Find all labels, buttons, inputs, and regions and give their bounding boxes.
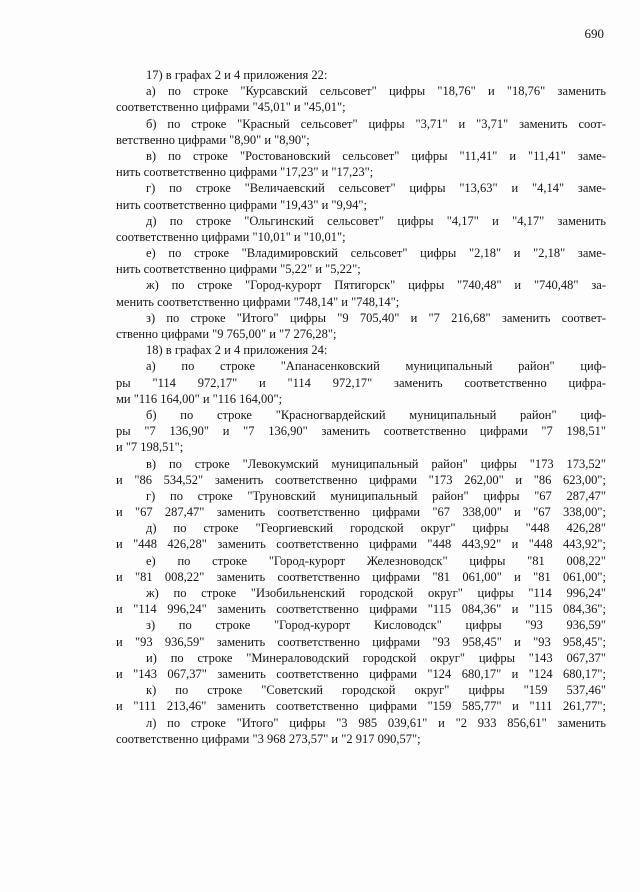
- text-line: нить соответственно цифрами "19,43" и "9,94";: [116, 197, 367, 212]
- text-line: з) по строке "Город-курорт Кисловодск" цифры "93 936,59": [146, 618, 606, 633]
- text-line: и "111 213,46" заменить соответственно цифрами "159 585,77" и "111 261,77";: [116, 699, 606, 714]
- text-line: и "143 067,37" заменить соответственно цифрами "124 680,17" и "124 680,17";: [116, 666, 606, 681]
- text-line: и "86 534,52" заменить соответственно цифрами "173 262,00" и "86 623,00";: [116, 472, 606, 487]
- document-body: [116, 67, 606, 747]
- text-line: ж) по строке "Город-курорт Пятигорск" цифры "740,48" и "740,48" за-: [146, 278, 606, 293]
- text-line: ры "7 136,90" и "7 136,90" заменить соответственно цифрами "7 198,51": [116, 424, 606, 439]
- text-line: ственно цифрами "9 765,00" и "7 276,28";: [116, 327, 337, 341]
- text-line: ры "114 972,17" и "114 972,17" заменить соответственно цифра-: [116, 375, 606, 390]
- text-line: д) по строке "Ольгинский сельсовет" цифры "4,17" и "4,17" заменить: [146, 213, 606, 228]
- text-line: 17) в графах 2 и 4 приложения 22:: [146, 68, 328, 82]
- text-line: ми "116 164,00" и "116 164,00";: [116, 391, 283, 406]
- text-line: е) по строке "Владимировский сельсовет" цифры "2,18" и "2,18" заме-: [146, 246, 606, 261]
- text-line: соответственно цифрами "3 968 273,57" и "2 917 090,57";: [116, 731, 421, 746]
- text-line: а) по строке "Курсавский сельсовет" цифры "18,76" и "18,76" заменить: [146, 84, 606, 99]
- text-line: ж) по строке "Изобильненский городской округ" цифры "114 996,24": [146, 586, 606, 600]
- text-line: нить соответственно цифрами "17,23" и "17,23";: [116, 165, 374, 180]
- text-line: нить соответственно цифрами "5,22" и "5,22";: [116, 262, 361, 277]
- text-line: и "7 198,51";: [116, 440, 184, 455]
- text-line: соответственно цифрами "45,01" и "45,01";: [116, 100, 346, 115]
- text-line: и "67 287,47" заменить соответственно цифрами "67 338,00" и "67 338,00";: [116, 505, 606, 520]
- text-line: ветственно цифрами "8,90" и "8,90";: [116, 132, 310, 147]
- text-line: л) по строке "Итого" цифры "3 985 039,61" и "2 933 856,61" заменить: [146, 715, 606, 730]
- text-line: и "93 936,59" заменить соответственно цифрами "93 958,45" и "93 958,45";: [116, 634, 606, 649]
- text-line: б) по строке "Красный сельсовет" цифры "3,71" и "3,71" заменить соот-: [146, 116, 606, 131]
- text-line: и "81 008,22" заменить соответственно цифрами "81 061,00" и "81 061,00";: [116, 569, 606, 584]
- text-line: и "114 996,24" заменить соответственно цифрами "115 084,36" и "115 084,36";: [116, 602, 606, 617]
- text-line: а) по строке "Апанасенковский муниципальный район" циф-: [146, 359, 606, 374]
- text-line: 18) в графах 2 и 4 приложения 24:: [146, 343, 328, 358]
- text-line: в) по строке "Левокумский муниципальный район" цифры "173 173,52": [146, 456, 606, 471]
- text-line: и) по строке "Минераловодский городской округ" цифры "143 067,37": [146, 650, 606, 665]
- text-line: менить соответственно цифрами "748,14" и "748,14";: [116, 294, 400, 309]
- text-line: соответственно цифрами "10,01" и "10,01";: [116, 229, 346, 244]
- text-line: г) по строке "Труновский муниципальный район" цифры "67 287,47": [146, 488, 606, 503]
- text-line: в) по строке "Ростовановский сельсовет" цифры "11,41" и "11,41" заме-: [146, 148, 606, 163]
- text-line: е) по строке "Город-курорт Железноводск" цифры "81 008,22": [146, 553, 606, 568]
- text-line: з) по строке "Итого" цифры "9 705,40" и "7 216,68" заменить соответ-: [146, 310, 606, 325]
- text-line: и "448 426,28" заменить соответственно цифрами "448 443,92" и "448 443,92";: [116, 537, 606, 552]
- text-line: б) по строке "Красногвардейский муниципальный район" циф-: [146, 407, 606, 422]
- text-line: г) по строке "Величаевский сельсовет" цифры "13,63" и "4,14" заме-: [146, 181, 606, 196]
- text-line: к) по строке "Советский городской округ" цифры "159 537,46": [146, 683, 606, 698]
- text-line: д) по строке "Георгиевский городской округ" цифры "448 426,28": [146, 521, 606, 536]
- page-number: 690: [584, 26, 604, 41]
